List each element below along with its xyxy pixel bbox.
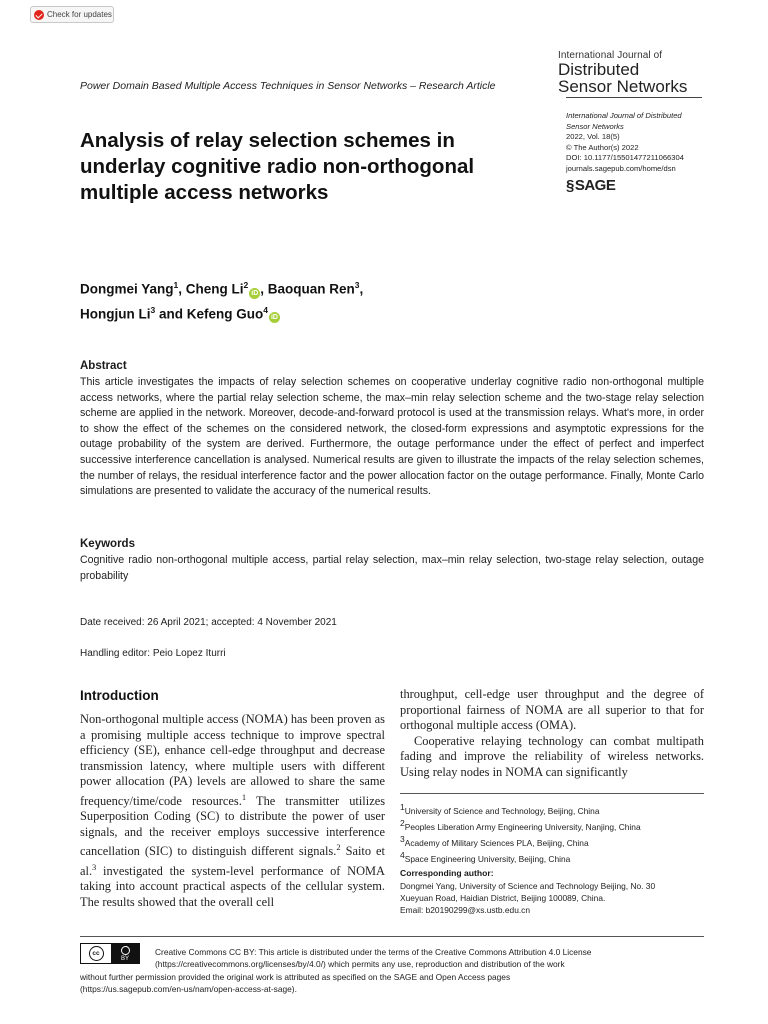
brand-line-1: International Journal of (558, 50, 663, 61)
affiliation-item (400, 833, 704, 849)
abstract-heading: Abstract (80, 360, 127, 372)
sage-icon: § (566, 177, 574, 194)
corr-line-2: Xueyuan Road, Haidian District, Beijing 100089, China. (400, 893, 606, 904)
check-for-updates-label: Check for updates (47, 10, 112, 19)
sage-logo (566, 177, 615, 194)
article-title: Analysis of relay selection schemes in underlay cognitive radio non-orthogonal multiple access networks (80, 129, 475, 204)
abstract-text: This article investigates the impacts of relay selection schemes on cooperative underlay cognitive radio non-orthogonal multiple access networks, where the partial relay selection scheme, the max–min relay selection scheme and the two-stage relay selection scheme are applied in the network. Moreover, decode-and-forward protocol is used at the transmission relays. What's more, in order to show the effect of the schemes on the considered network, the closed-form expressions and asymptotic expressions for the outage probability of the system are derived. Furthermore, the outage performance under the effect of perfect and imperfect successive interference cancellation is analysed. Numerical results are given to illustrate the impacts of the relay selection schemes, the number of relays, the residual interference factor and the power allocation factor on the outage performance. Finally, Monte Carlo simulations are presented to validate the accuracy of the numerical results. (80, 376, 704, 498)
meta-url[interactable]: journals.sagepub.com/home/dsn (566, 163, 676, 173)
meta-volume: 2022, Vol. 18(5) (566, 132, 620, 141)
intro-text-a: Non-orthogonal multiple access (NOMA) has been proven as a promising multiple access technique to improve spectral efficiency (SE), enhance cell-edge throughput and decrease transmission latency, where multiple users with different power allocation (PA) levels are allowed to share the same frequency/time/code resources. (80, 712, 385, 808)
by-label: BY (120, 955, 129, 962)
license-line-3: without further permission provided the original work is attributed as specified on the SAGE and Open Access pages (80, 971, 511, 982)
meta-journal: International Journal of Distributed Sensor Networks (566, 111, 682, 131)
author-name[interactable]: Cheng Li (185, 281, 244, 297)
author-name[interactable]: Dongmei Yang (80, 281, 174, 297)
author-affil-sup: 2 (243, 280, 249, 290)
orcid-icon[interactable]: iD (251, 289, 259, 297)
author-name[interactable]: Kefeng Guo (186, 306, 264, 321)
corresponding-author-heading: Corresponding author: (400, 868, 494, 878)
affil-text: University of Science and Technology, Beijing, China (404, 805, 600, 816)
author-affil-sup: 3 (150, 304, 156, 315)
author-name[interactable]: Hongjun Li (80, 306, 151, 321)
footer-divider (80, 936, 704, 937)
author-sep: and (155, 306, 187, 321)
affiliation-item (400, 849, 704, 865)
dates-received: Date received: 26 April 2021; accepted: 4 November 2021 (80, 617, 337, 628)
journal-brand (558, 50, 698, 95)
corr-email[interactable]: Email: b20190299@xs.ustb.edu.cn (400, 905, 531, 916)
author-sep: , (178, 281, 186, 297)
intro-column-1 (80, 712, 385, 910)
author-name[interactable]: Baoquan Ren (267, 281, 355, 297)
author-affil-sup: 3 (354, 280, 360, 290)
check-for-updates-badge[interactable] (30, 6, 114, 23)
affil-text: Peoples Liberation Army Engineering University, Nanjing, China (404, 821, 641, 832)
author-affil-sup: 1 (173, 280, 179, 290)
intro-column-2 (400, 687, 704, 780)
affiliations (400, 801, 704, 865)
check-icon (34, 10, 44, 20)
brand-line-3: Sensor Networks (558, 77, 688, 96)
author-list (80, 275, 440, 324)
citation-ref[interactable]: 1 (241, 791, 247, 802)
affil-text: Space Engineering University, Beijing, China (404, 853, 571, 864)
intro-text-d: investigated the system-level performance of NOMA taking into account practical aspects of the cellular system. The results showed that the overall cell (80, 863, 385, 909)
affil-sup: 2 (400, 818, 405, 828)
handling-editor: Handling editor: Peio Lopez Iturri (80, 648, 226, 659)
citation-ref[interactable]: 3 (92, 861, 97, 872)
sage-label: SAGE (574, 177, 616, 194)
article-meta (566, 111, 726, 174)
introduction-heading: Introduction (80, 688, 159, 703)
author-sep: , (260, 281, 268, 297)
meta-doi[interactable]: DOI: 10.1177/15501477211066304 (566, 153, 684, 162)
affil-sup: 1 (400, 802, 405, 812)
meta-copyright: © The Author(s) 2022 (566, 142, 639, 152)
keywords-heading: Keywords (80, 538, 135, 550)
intro-col2-paragraph-1: throughput, cell-edge user throughput and the degree of proportional fairness of NOMA are all superior to that for orthogonal multiple access (OMA). (400, 687, 704, 732)
keywords-text: Cognitive radio non-orthogonal multiple access, partial relay selection, max–min relay selection, two-stage relay selection, outage probability (80, 554, 704, 582)
brand-line-2: Distributed (558, 60, 640, 79)
corresponding-author (400, 880, 704, 917)
intro-col2-paragraph-2: Cooperative relaying technology can combat multipath fading and improve the reliability of wireless networks. Using relay nodes in NOMA can significantly (400, 733, 704, 779)
license-text (80, 946, 704, 995)
intro-text-b: The transmitter utilizes Superposition Coding (SC) to distribute the power of user signals, and the receiver employs successive interference cancellation (SIC) to distinguish different signals. (80, 793, 386, 859)
author-sep: , (359, 281, 364, 297)
affiliations-divider (400, 793, 704, 794)
running-head: Power Domain Based Multiple Access Techniques in Sensor Networks – Research Article (80, 80, 496, 92)
affil-sup: 3 (400, 834, 405, 844)
affil-text: Academy of Military Sciences PLA, Beijing, China (404, 837, 589, 848)
citation-ref[interactable]: 2 (336, 842, 341, 853)
corr-line-1: Dongmei Yang, University of Science and Technology Beijing, No. 30 (400, 881, 656, 891)
intro-text-c: Saito et al. (80, 844, 385, 878)
orcid-icon[interactable]: iD (270, 314, 278, 321)
affiliation-item (400, 801, 704, 817)
license-line-4[interactable]: (https://us.sagepub.com/en-us/nam/open-access-at-sage). (80, 983, 297, 994)
affil-sup: 4 (400, 850, 405, 860)
author-affil-sup: 4 (263, 304, 268, 315)
license-line-2[interactable]: (https://creativecommons.org/licenses/by/4.0/) which permits any use, reproduction and distribution of the work (155, 959, 565, 970)
cc-label: cc (89, 946, 104, 961)
brand-divider (566, 97, 702, 98)
affiliation-item (400, 817, 704, 833)
license-line-1: Creative Commons CC BY: This article is distributed under the terms of the Creative Commons Attribution 4.0 License (155, 947, 592, 957)
